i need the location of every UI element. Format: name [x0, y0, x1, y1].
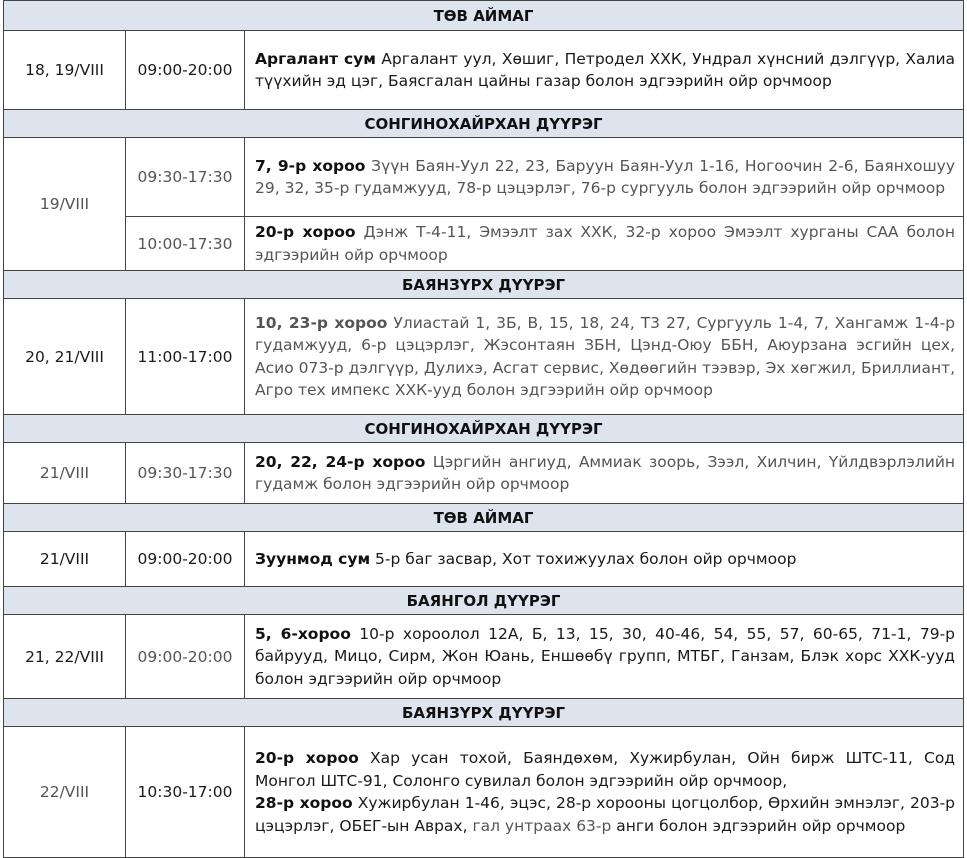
section-title: СОНГИНОХАЙРХАН ДҮҮРЭГ — [4, 415, 964, 443]
time-cell: 09:00-20:00 — [126, 532, 245, 587]
area-label: 20, 22, 24-р хороо — [255, 452, 426, 471]
date-cell: 18, 19/VIII — [4, 31, 126, 110]
date-cell: 19/VIII — [4, 138, 126, 271]
location-text: 5-р баг засвар, Хот тохижуулах болон ойр орчмоор — [370, 549, 797, 568]
location-text: Аргалант уул, Хөшиг, Петродел ХХК, Ундрал хүнсний дэлгүүр, Халиа түүхийн эд цэг, Баясгалан цайны газар болон эдгээрийн ойр орчмоор — [255, 49, 956, 90]
section-title: БАЯНГОЛ ДҮҮРЭГ — [4, 587, 964, 615]
date-cell: 20, 21/VIII — [4, 299, 126, 415]
time-cell: 10:30-17:00 — [126, 727, 245, 858]
date-cell: 21, 22/VIII — [4, 615, 126, 699]
section-title: БАЯНЗҮРХ ДҮҮРЭГ — [4, 699, 964, 727]
table-row — [4, 443, 964, 504]
location-cell — [245, 31, 964, 110]
area-label: Зуунмод сум — [255, 549, 371, 568]
section-header — [4, 1, 964, 31]
date-cell: 21/VIII — [4, 443, 126, 504]
section-title: ТӨВ АЙМАГ — [4, 1, 964, 31]
table-row — [4, 217, 964, 271]
section-title: СОНГИНОХАЙРХАН ДҮҮРЭГ — [4, 110, 964, 138]
date-cell: 22/VIII — [4, 727, 126, 858]
location-text-2a: Хужирбулан 1-46, эцэс, 28-р хорооны цогцолбор, Өрхийн эмнэлэг, 203-р цэцэрлэг, ОБЕГ-ын Аврах, — [255, 794, 956, 835]
area-label: 20-р хороо — [255, 223, 356, 241]
location-text: Зүүн Баян-Уул 22, 23, Баруун Баян-Уул 1-16, Ногоочин 2-6, Баянхошуу 29, 32, 35-р гудамжууд, 78-р цэцэрлэг, 76-р сургууль болон эдгээрийн ойр орчмоор — [255, 156, 956, 197]
location-text: Цэргийн ангиуд, Аммиак зоорь, Зээл, Хилчин, Үйлдвэрлэлийн гудамж болон эдгээрийн ойр орчмоор — [255, 452, 956, 493]
time-cell: 09:30-17:30 — [126, 443, 245, 504]
area-label: 7, 9-р хороо — [255, 156, 366, 175]
section-header — [4, 415, 964, 443]
section-header — [4, 271, 964, 299]
section-header — [4, 110, 964, 138]
area-label: Аргалант сум — [255, 49, 376, 68]
location-text: Улиастай 1, 3Б, В, 15, 18, 24, Т3 27, Сургууль 1-4, 7, Хангамж 1-4-р гудамжууд, 6-р цэцэрлэг, Жэсонтаян ЗБН, Цэнд-Оюу ББН, Аюурзана эсгийн цех, Асио 073-р дэлгүүр, Дулихэ, Асгат сервис, Хөдөөгийн тээвэр, Эх хөгжил, Бриллиант, Агро тех импекс ХХК-ууд болон эдгээрийн ойр орчмоор — [255, 313, 956, 399]
location-text: Дэнж Т-4-11, Эмээлт зах ХХК, 32-р хороо Эмээлт хурганы САА болон эдгээрийн ойр орчмоор — [255, 223, 956, 264]
location-cell — [245, 443, 964, 504]
table-row — [4, 138, 964, 217]
location-cell — [245, 217, 964, 271]
area-label: 5, 6-хороо — [255, 624, 351, 643]
section-header — [4, 504, 964, 532]
location-cell — [245, 727, 964, 858]
time-cell: 09:00-20:00 — [126, 31, 245, 110]
time-cell: 09:30-17:30 — [126, 138, 245, 217]
time-cell: 10:00-17:30 — [126, 217, 245, 271]
location-text: Хар усан тохой, Баяндөхөм, Хужирбулан, Ойн бирж ШТС-11, Сод Монгол ШТС-91, Солонго сувилал болон эдгээрийн ойр орчмоор, — [255, 749, 956, 790]
section-title: ТӨВ АЙМАГ — [4, 504, 964, 532]
schedule-table — [3, 0, 964, 858]
area-label-2: 28-р хороо — [255, 794, 353, 812]
table-row — [4, 727, 964, 858]
table-row — [4, 532, 964, 587]
location-text-2b: анги болон эдгээрийн ойр орчмоор — [611, 816, 906, 835]
time-cell: 09:00-20:00 — [126, 615, 245, 699]
table-row — [4, 31, 964, 110]
table-row — [4, 299, 964, 415]
section-header — [4, 587, 964, 615]
time-cell: 11:00-17:00 — [126, 299, 245, 415]
area-label: 20-р хороо — [255, 749, 359, 767]
location-cell — [245, 615, 964, 699]
section-title: БАЯНЗҮРХ ДҮҮРЭГ — [4, 271, 964, 299]
location-text: 10-р хороолол 12А, Б, 13, 15, 30, 40-46, 54, 55, 57, 60-65, 71-1, 79-р байрууд, Мицо, Сирм, Жон Юань, Еншөөбү групп, МТБГ, Ганзам, Блэк хорс ХХК-ууд болон эдгээрийн ойр орчмоор — [255, 624, 956, 688]
date-cell: 21/VIII — [4, 532, 126, 587]
location-text-2-gray: гал унтраах 63-р — [472, 816, 612, 835]
location-cell — [245, 299, 964, 415]
location-cell — [245, 138, 964, 217]
location-cell — [245, 532, 964, 587]
area-label: 10, 23-р хороо — [255, 313, 388, 332]
table-row — [4, 615, 964, 699]
section-header — [4, 699, 964, 727]
